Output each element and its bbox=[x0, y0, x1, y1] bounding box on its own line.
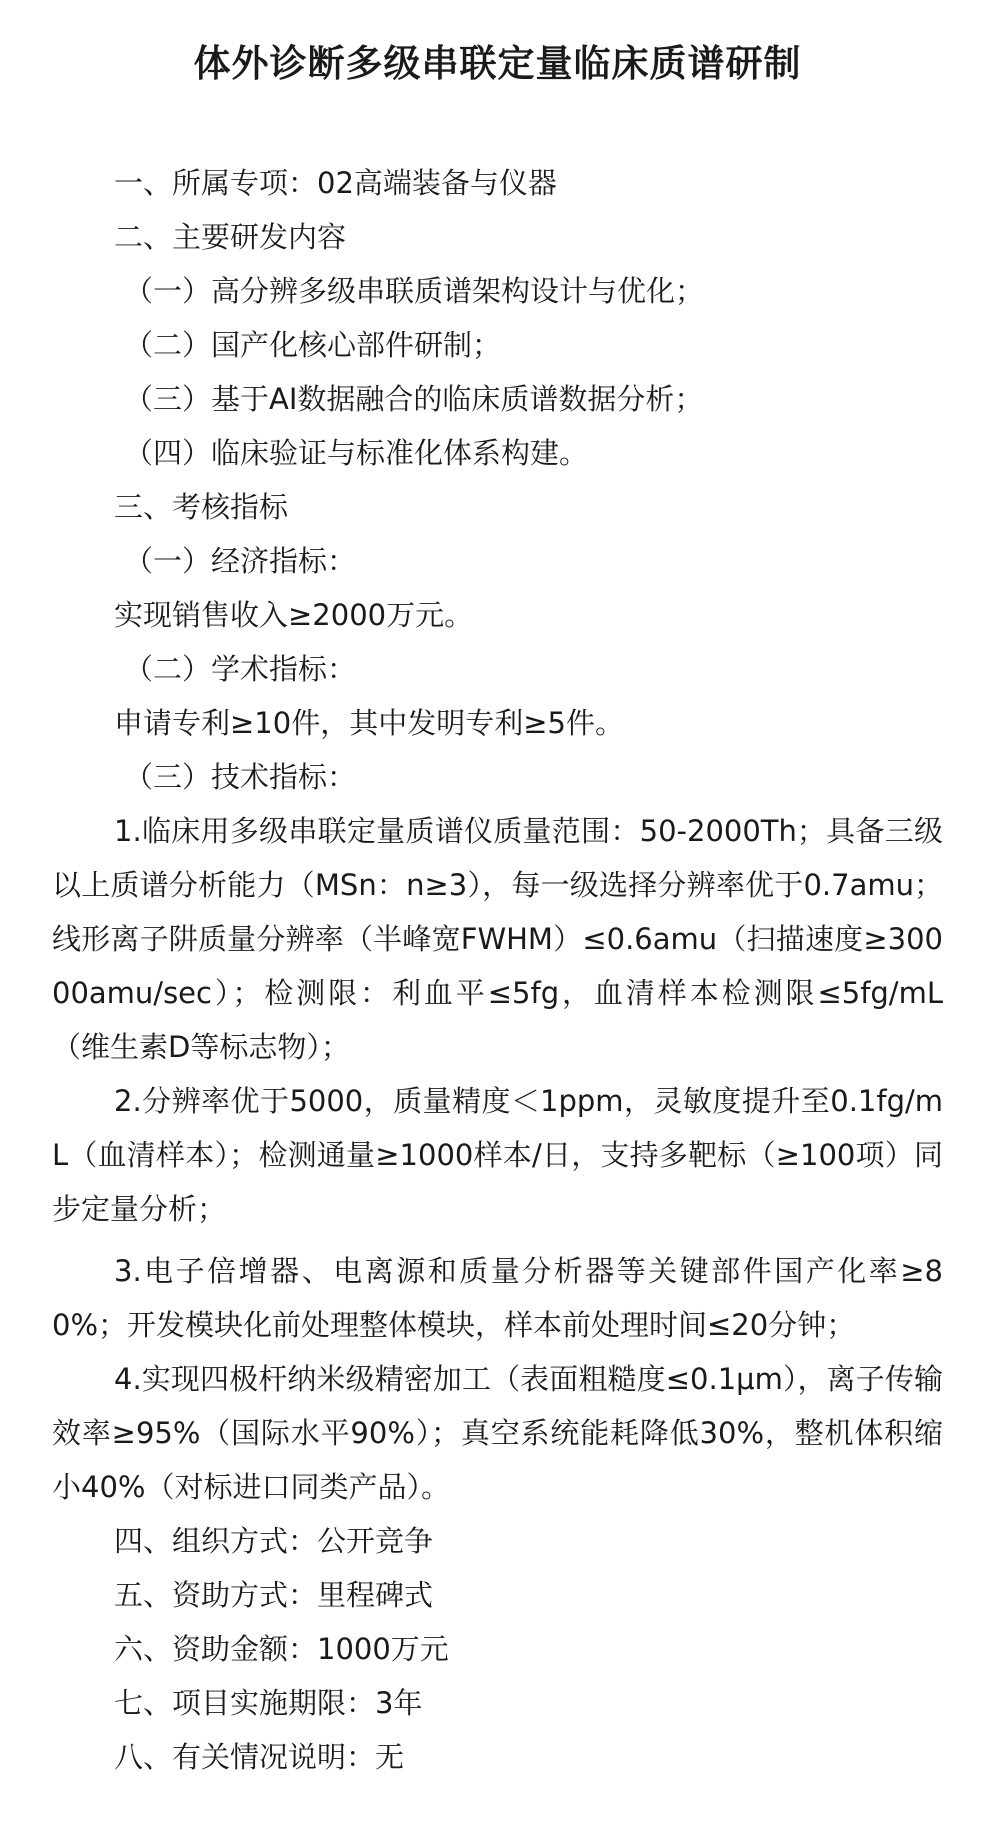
technical-indicator-paragraph: 3.电子倍增器、电离源和质量分析器等关键部件国产化率≥80%；开发模块化前处理整体模块，样本前处理时间≤20分钟； bbox=[52, 1254, 943, 1342]
academic-indicator-text: 申请专利≥10件，其中发明专利≥5件。 bbox=[114, 706, 624, 740]
subheading-academic: （二）学术指标： bbox=[124, 652, 357, 686]
document-title: 体外诊断多级串联定量临床质谱研制 bbox=[193, 42, 802, 85]
section-heading-specialty: 一、所属专项：02高端装备与仪器 bbox=[114, 166, 557, 200]
subheading-economic: （一）经济指标： bbox=[124, 544, 357, 578]
section-heading-organization: 四、组织方式：公开竞争 bbox=[114, 1524, 434, 1558]
section-heading-funding-amount: 六、资助金额：1000万元 bbox=[114, 1632, 449, 1666]
research-item: （四）临床验证与标准化体系构建。 bbox=[124, 436, 589, 470]
subheading-technical: （三）技术指标： bbox=[124, 760, 357, 794]
research-item: （一）高分辨多级串联质谱架构设计与优化； bbox=[124, 274, 705, 308]
document-body bbox=[52, 156, 943, 1784]
section-heading-funding-method: 五、资助方式：里程碑式 bbox=[114, 1578, 434, 1612]
technical-indicator-paragraph: 2.分辨率优于5000，质量精度＜1ppm，灵敏度提升至0.1fg/mL（血清样本）；检测通量≥1000样本/日，支持多靶标（≥100项）同步定量分析； bbox=[52, 1084, 943, 1226]
technical-indicator-paragraph: 1.临床用多级串联定量质谱仪质量范围：50-2000Th；具备三级以上质谱分析能力（MSn：n≥3），每一级选择分辨率优于0.7amu；线形离子阱质量分辨率（半峰宽FWHM）≤0.6amu（扫描速度≥30000amu/sec）；检测限：利血平≤5fg，血清样本检测限≤5fg/mL（维生素D等标志物）； bbox=[52, 814, 943, 1064]
section-heading-duration: 七、项目实施期限：3年 bbox=[114, 1686, 423, 1720]
section-heading-notes: 八、有关情况说明：无 bbox=[114, 1740, 405, 1774]
section-heading-research-content: 二、主要研发内容 bbox=[114, 220, 347, 254]
section-heading-assessment: 三、考核指标 bbox=[114, 490, 289, 524]
technical-indicator-paragraph: 4.实现四极杆纳米级精密加工（表面粗糙度≤0.1μm），离子传输效率≥95%（国际水平90%）；真空系统能耗降低30%，整机体积缩小40%（对标进口同类产品）。 bbox=[52, 1362, 943, 1504]
economic-indicator-text: 实现销售收入≥2000万元。 bbox=[114, 598, 474, 632]
research-item: （二）国产化核心部件研制； bbox=[124, 328, 502, 362]
research-item: （三）基于AI数据融合的临床质谱数据分析； bbox=[124, 382, 704, 416]
